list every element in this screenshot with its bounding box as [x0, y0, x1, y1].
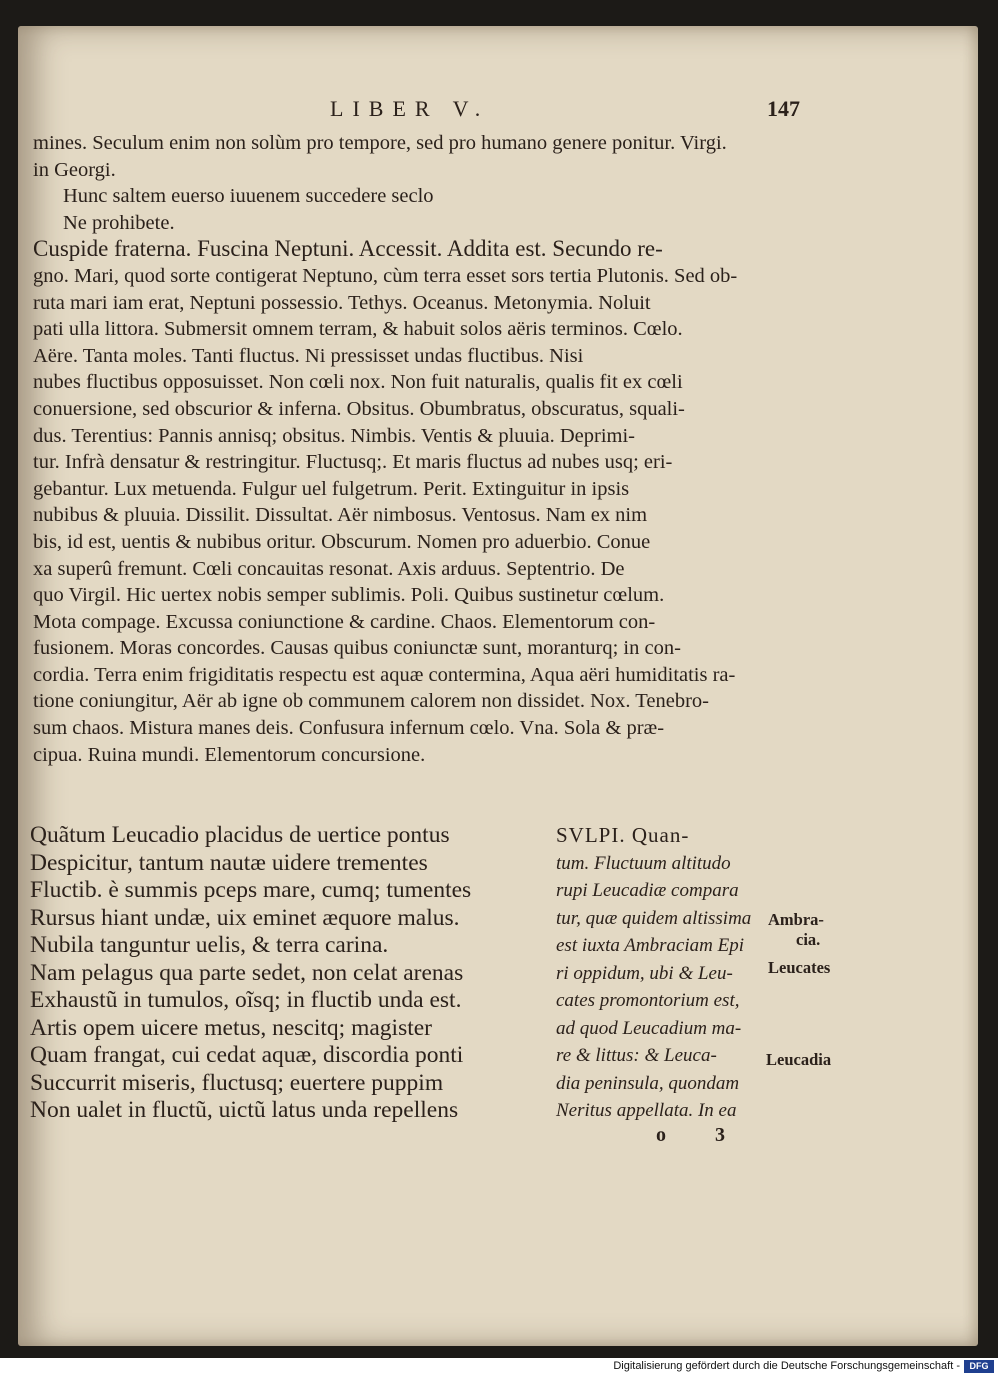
- page-number: 147: [767, 96, 800, 121]
- verse-line: Quãtum Leucadio placidus de uertice pontus: [30, 822, 450, 848]
- verse-block: [30, 822, 550, 1125]
- verse-line: Nubila tanguntur uelis, & terra carina.: [30, 932, 389, 958]
- side-note-line: tur, quæ quidem altissima: [556, 907, 752, 929]
- verse-line: Quam frangat, cui cedat aquæ, discordia ponti: [30, 1042, 464, 1068]
- commentary-line: sum chaos. Mistura manes deis. Confusura infernum cœlo. Vna. Sola & præ-: [33, 717, 665, 740]
- commentary-line: gebantur. Lux metuenda. Fulgur uel fulgetrum. Perit. Extinguitur in ipsis: [33, 477, 630, 500]
- commentary-line: ruta mari iam erat, Neptuni possessio. Tethys. Oceanus. Metonymia. Noluit: [33, 291, 651, 314]
- commentary-line: Mota compage. Excussa coniunctione & cardine. Chaos. Elementorum con-: [33, 610, 656, 633]
- side-note-block: [556, 822, 770, 1125]
- commentary-line: in Georgi.: [33, 158, 116, 181]
- commentary-line: mines. Seculum enim non solùm pro tempore, sed pro humano genere ponitur. Virgi.: [33, 132, 727, 154]
- signature-mark: o 3: [656, 1124, 747, 1146]
- side-note-line: SVLPI. Quan-: [556, 823, 690, 847]
- commentary-line: xa superû fremunt. Cœli concauitas resonat. Axis arduus. Septentrio. De: [33, 557, 625, 580]
- commentary-line: dus. Terentius: Pannis annisq; obsitus. Nimbis. Ventis & pluuia. Deprimi-: [33, 424, 635, 447]
- side-note-line: Neritus appellata. In ea: [556, 1100, 737, 1121]
- commentary-line: bis, id est, uentis & nubibus oritur. Obscurum. Nomen pro aduerbio. Conue: [33, 530, 651, 553]
- commentary-line: fusionem. Moras concordes. Causas quibus coniunctæ sunt, moranturq; in con-: [33, 637, 681, 660]
- side-note-line: ri oppidum, ubi & Leu-: [556, 962, 733, 984]
- verse-line: Despicitur, tantum nautæ uidere trementes: [30, 849, 428, 876]
- side-note-line: dia peninsula, quondam: [556, 1072, 740, 1094]
- margin-gloss-ambracia: Ambra-: [768, 910, 824, 929]
- quoted-verse-line: Hunc saltem euerso iuuenem succedere seclo: [63, 185, 434, 208]
- margin-gloss-leucadia: Leucadia: [766, 1050, 832, 1069]
- commentary-line: gno. Mari, quod sorte contigerat Neptuno, cùm terra esset sors tertia Plutonis. Sed ob-: [33, 264, 738, 287]
- commentary-line: cordia. Terra enim frigiditatis respectu est aquæ contermina, Aqua aëri humiditatis ra-: [33, 663, 736, 686]
- side-note-line: tum. Fluctuum altitudo: [556, 852, 731, 874]
- verse-line: Non ualet in fluctũ, uictũ latus unda repellens: [30, 1097, 459, 1123]
- commentary-line: Cuspide fraterna. Fuscina Neptuni. Accessit. Addita est. Secundo re-: [33, 236, 663, 262]
- verse-line: Nam pelagus qua parte sedet, non celat arenas: [30, 959, 464, 986]
- commentary-line: Aëre. Tanta moles. Tanti fluctus. Ni pressisset undas fluctibus. Nisi: [33, 344, 584, 367]
- commentary-line: nubes fluctibus opposuisset. Non cœli nox. Non fuit naturalis, qualis fit ex cœli: [33, 371, 683, 394]
- digitization-credit: Digitalisierung gefördert durch die Deutsche Forschungsgemeinschaft -: [613, 1360, 960, 1372]
- commentary-line: nubibus & pluuia. Dissilit. Dissultat. Aër nimbosus. Ventosus. Nam ex nim: [33, 504, 648, 527]
- page-header: [330, 96, 800, 126]
- side-note-line: ad quod Leucadium ma-: [556, 1017, 742, 1039]
- side-note-line: est iuxta Ambraciam Epi: [556, 935, 745, 956]
- dfg-logo: DFG: [964, 1360, 994, 1373]
- quoted-verse-line: Ne prohibete.: [63, 211, 175, 234]
- commentary-line: pati ulla littora. Submersit omnem terram, & habuit solos aëris terminos. Cœlo.: [33, 318, 683, 341]
- commentary-line: tione coniungitur, Aër ab igne ob communem calorem non dissidet. Nox. Tenebro-: [33, 690, 709, 713]
- verse-line: Rursus hiant undæ, uix eminet æquore malus.: [30, 904, 460, 931]
- side-note-line: re & littus: & Leuca-: [556, 1045, 717, 1066]
- commentary-block: [33, 130, 783, 768]
- verse-line: Succurrit miseris, fluctusq; euertere puppim: [30, 1069, 444, 1096]
- commentary-line: tur. Infrà densatur & restringitur. Fluctusq;. Et maris fluctus ad nubes usq; eri-: [33, 451, 673, 474]
- verse-line: Artis opem uicere metus, nescitq; magister: [30, 1014, 433, 1041]
- commentary-line: conuersione, sed obscurior & inferna. Obsitus. Obumbratus, obscuratus, squali-: [33, 397, 685, 420]
- running-head: LIBER V.: [330, 96, 490, 121]
- margin-gloss-ambracia-end: cia.: [796, 930, 821, 949]
- commentary-line: cipua. Ruina mundi. Elementorum concursione.: [33, 743, 426, 766]
- commentary-line: quo Virgil. Hic uertex nobis semper sublimis. Poli. Quibus sustinetur cœlum.: [33, 584, 665, 607]
- side-note-line: rupi Leucadiæ compara: [556, 880, 739, 901]
- verse-line: Fluctib. è summis pceps mare, cumq; tumentes: [30, 877, 472, 903]
- side-note-line: cates promontorium est,: [556, 990, 740, 1011]
- verse-line: Exhaustũ in tumulos, oĩsq; in fluctib unda est.: [30, 987, 462, 1013]
- margin-gloss-leucates: Leucates: [768, 958, 831, 977]
